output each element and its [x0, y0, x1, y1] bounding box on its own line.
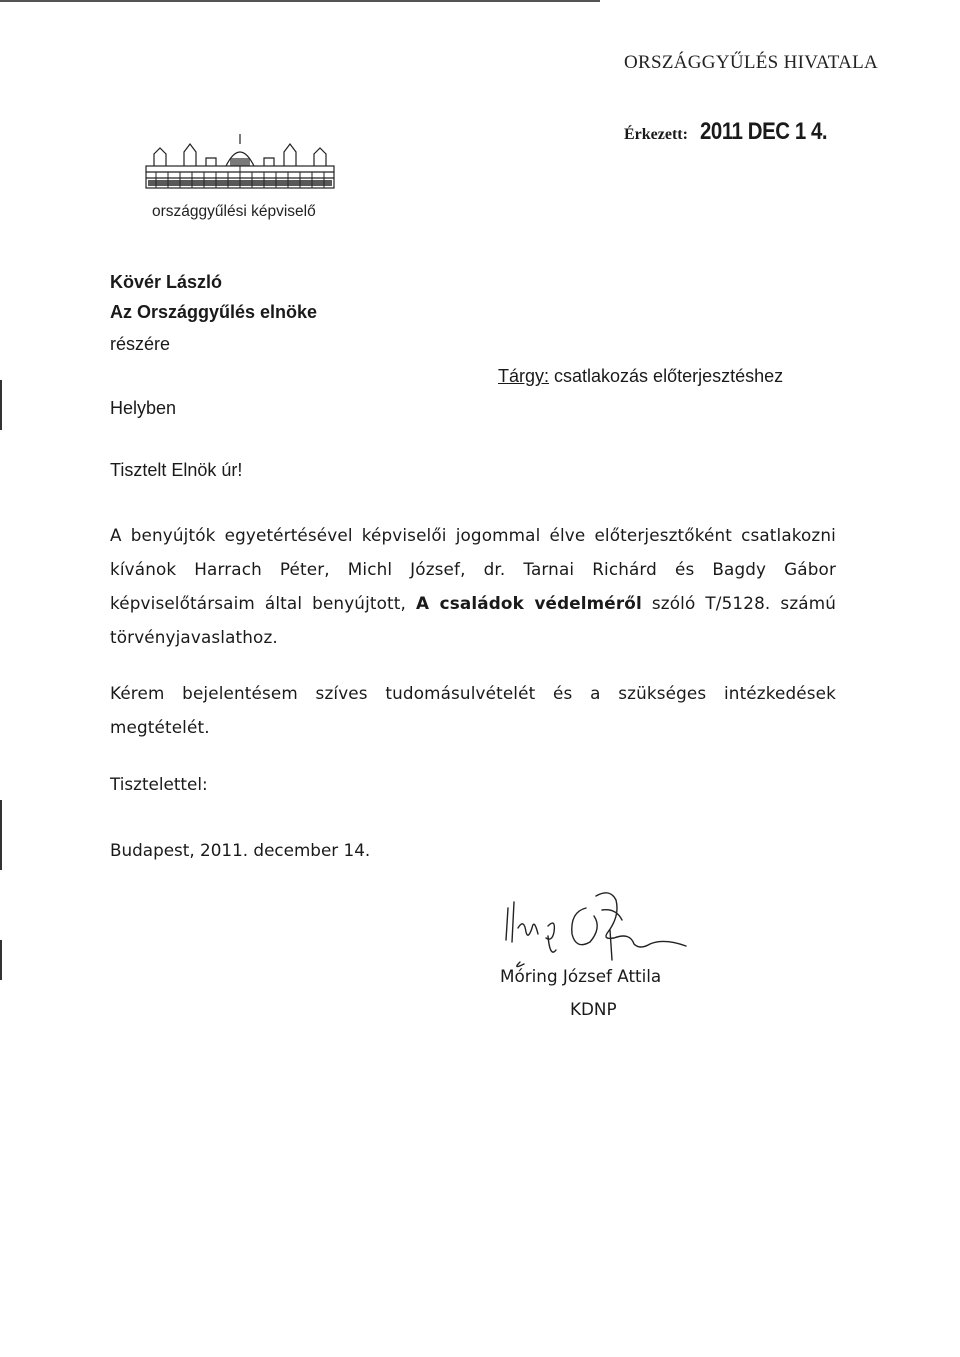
body-p1-text-1: A benyújtók egyetértésével képviselői jogommal élve előterjesztőként csatlakozni kívánok Harrach Péter, Michl József, dr. Tarnai Richárd és Bagdy Gábor képviselőtársaim által benyújtott, [110, 525, 836, 613]
received-date: 2011 DEC 1 4. [700, 118, 828, 145]
salutation: Tisztelt Elnök úr! [110, 460, 243, 480]
addressee-title: Az Országgyűlés elnöke [110, 302, 318, 322]
scan-top-edge [0, 0, 600, 2]
closing: Tisztelettel: [110, 774, 208, 794]
scan-left-edge-mark [0, 940, 2, 980]
subject-line [498, 366, 783, 387]
subject-text: csatlakozás előterjesztéshez [549, 366, 784, 386]
handwritten-signature [490, 888, 710, 968]
addressee-location: Helyben [110, 398, 177, 418]
addressee-line: részére [110, 334, 171, 354]
office-stamp-title: ORSZÁGGYŰLÉS HIVATALA [624, 52, 879, 73]
signer-name: Móring József Attila [500, 966, 662, 986]
received-stamp [624, 118, 850, 146]
scan-left-edge-mark [0, 800, 2, 870]
received-label: Érkezett: [624, 126, 688, 143]
logo-caption: országgyűlési képviselő [152, 203, 316, 220]
body-p1-text-2: szóló T/5128. számú törvényjavaslathoz. [110, 593, 836, 647]
place-date: Budapest, 2011. december 14. [110, 840, 371, 860]
addressee-name: Kövér László [110, 272, 223, 292]
parliament-building-logo [144, 132, 336, 190]
body-paragraph-2: Kérem bejelentésem szíves tudomásulvételét és a szükséges intézkedések megtételét. [110, 683, 836, 737]
body-paragraph-1 [110, 518, 836, 654]
signer-party: KDNP [570, 999, 617, 1019]
bill-title: A családok védelméről [416, 593, 642, 613]
subject-label: Tárgy: [498, 366, 550, 386]
scan-left-edge-mark [0, 380, 2, 430]
